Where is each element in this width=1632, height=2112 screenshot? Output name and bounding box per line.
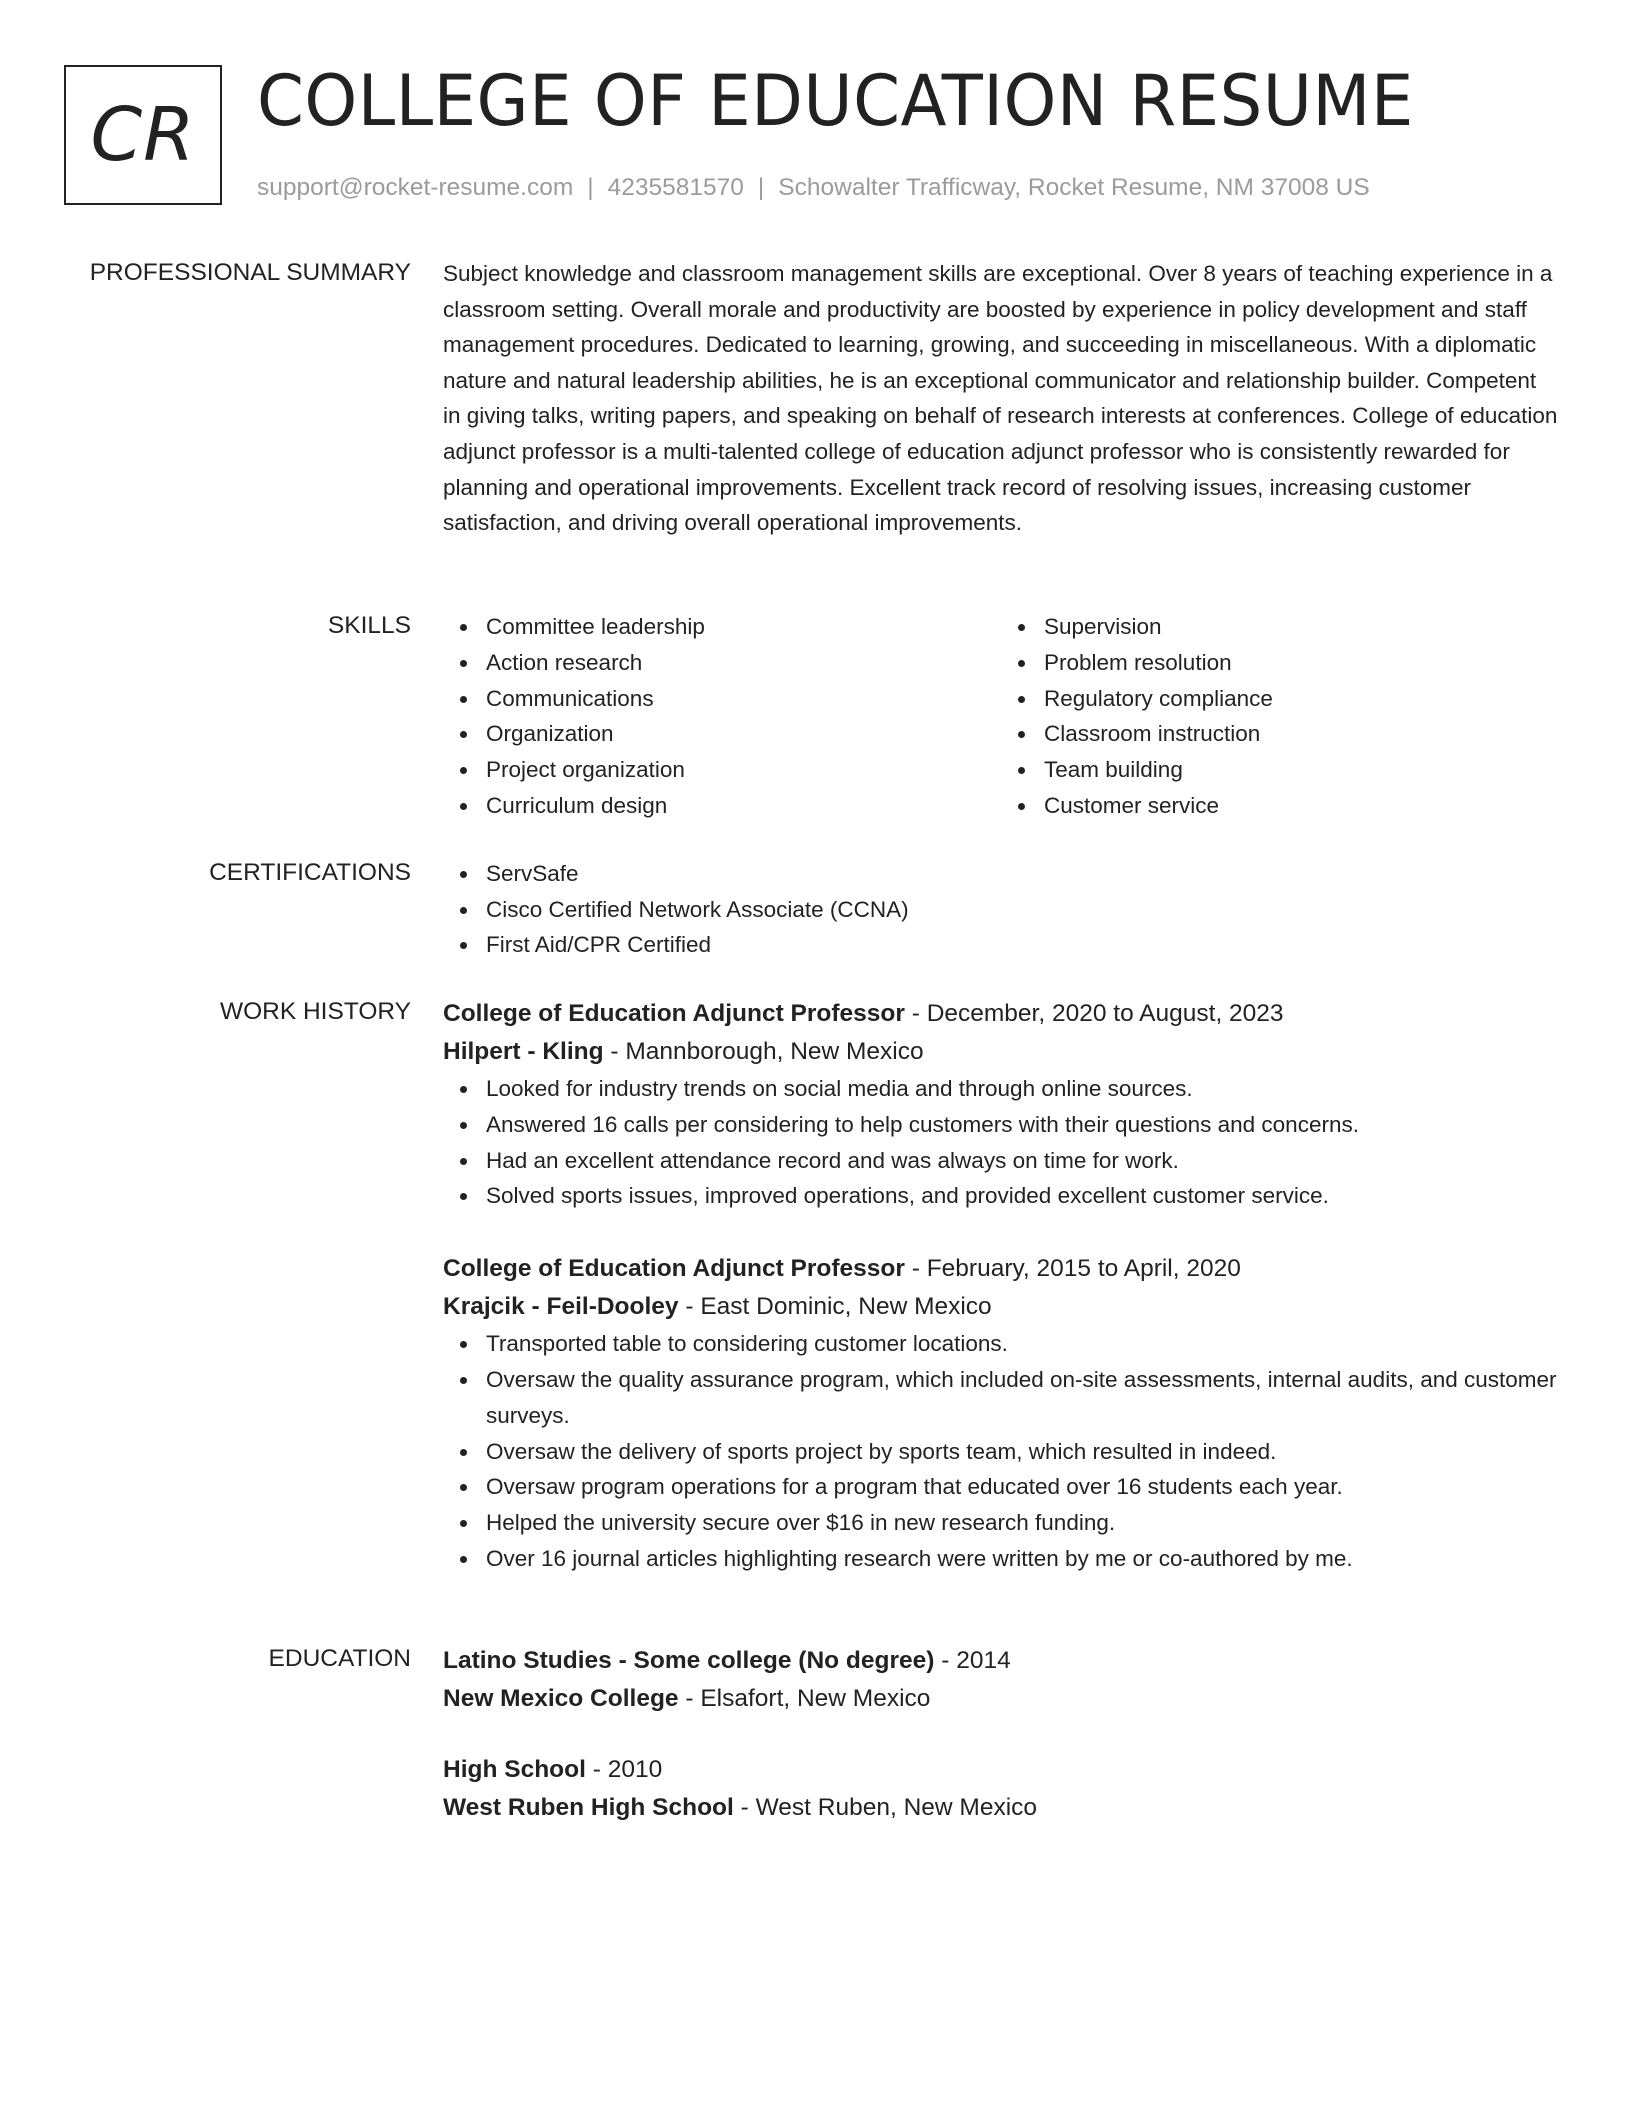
education-school: West Ruben High School (443, 1794, 734, 1821)
skill-item: Project organization (486, 752, 1001, 788)
job-title-line (443, 1250, 1559, 1288)
contact-address: Schowalter Trafficway, Rocket Resume, NM 37008 US (778, 174, 1370, 201)
certification-item: Cisco Certified Network Associate (CCNA) (486, 892, 1559, 928)
job-company: Hilpert - Kling (443, 1038, 604, 1065)
education-year: - 2010 (585, 1756, 663, 1783)
education-entry (443, 1642, 1559, 1718)
job-company-line (443, 1288, 1559, 1326)
work-history-body (443, 995, 1559, 1577)
skill-item: Supervision (1044, 609, 1559, 645)
skill-item: Problem resolution (1044, 645, 1559, 681)
skills-list-right (1001, 609, 1559, 824)
certifications-list (443, 856, 1559, 963)
job-duty: Oversaw the delivery of sports project by sports team, which resulted in indeed. (486, 1434, 1559, 1470)
skills-columns (443, 609, 1559, 824)
job-dates: - February, 2015 to April, 2020 (904, 1255, 1241, 1283)
job-company-line (443, 1033, 1559, 1071)
skill-item: Communications (486, 681, 1001, 717)
contact-line (257, 174, 1370, 202)
job-duty: Helped the university secure over $16 in new research funding. (486, 1505, 1559, 1541)
education-school-line (443, 1789, 1559, 1827)
education-degree-line (443, 1642, 1559, 1680)
job-company: Krajcik - Feil-Dooley (443, 1293, 679, 1321)
skills-heading: SKILLS (327, 612, 411, 639)
job-title: College of Education Adjunct Professor (443, 1255, 905, 1283)
job-duty: Oversaw the quality assurance program, which included on-site assessments, internal audits, and customer surveys. (486, 1362, 1559, 1434)
skill-item: Team building (1044, 752, 1559, 788)
skill-item: Action research (486, 645, 1001, 681)
job-duty: Answered 16 calls per considering to help customers with their questions and concerns. (486, 1107, 1559, 1143)
certification-item: First Aid/CPR Certified (486, 927, 1559, 963)
education-degree: High School (443, 1756, 586, 1783)
job-duties (443, 1326, 1559, 1577)
contact-separator: | (587, 174, 594, 201)
education-degree-line (443, 1751, 1559, 1789)
education-location: - Elsafort, New Mexico (678, 1685, 931, 1712)
skill-item: Organization (486, 716, 1001, 752)
job-duty: Transported table to considering customer locations. (486, 1326, 1559, 1362)
resume-title: COLLEGE OF EDUCATION RESUME (257, 60, 1414, 142)
education-body (443, 1642, 1559, 1827)
monogram-initials: CR (90, 92, 196, 178)
work-history-heading: WORK HISTORY (219, 998, 411, 1025)
summary-heading: PROFESSIONAL SUMMARY (89, 259, 411, 286)
job-location: - Mannborough, New Mexico (603, 1038, 924, 1065)
certification-item: ServSafe (486, 856, 1559, 892)
skill-item: Curriculum design (486, 788, 1001, 824)
job-duty: Had an excellent attendance record and was always on time for work. (486, 1143, 1559, 1179)
education-year: - 2014 (934, 1647, 1011, 1674)
education-location: - West Ruben, New Mexico (733, 1794, 1038, 1821)
certifications-heading: CERTIFICATIONS (209, 859, 411, 886)
education-school-line (443, 1680, 1559, 1718)
education-degree: Latino Studies - Some college (No degree) (443, 1647, 935, 1674)
skill-item: Committee leadership (486, 609, 1001, 645)
job-duties (443, 1071, 1559, 1214)
skills-list-left (443, 609, 1001, 824)
monogram-box (64, 65, 222, 205)
contact-phone[interactable]: 4235581570 (607, 174, 744, 201)
job-entry (443, 1250, 1559, 1577)
job-title: College of Education Adjunct Professor (443, 1000, 905, 1027)
contact-separator: | (757, 174, 765, 201)
job-dates: - December, 2020 to August, 2023 (904, 1000, 1284, 1027)
job-duty: Looked for industry trends on social media and through online sources. (486, 1071, 1559, 1107)
job-duty: Solved sports issues, improved operations, and provided excellent customer service. (486, 1178, 1559, 1214)
summary-text: Subject knowledge and classroom management skills are exceptional. Over 8 years of teaching experience in a classroom setting. Overall morale and productivity are boosted by experience in policy development and staff management procedures. Dedicated to learning, growing, and succeeding in miscellaneous. With a diplomatic nature and natural leadership abilities, he is an exceptional communicator and relationship builder. Competent in giving talks, writing papers, and speaking on behalf of research interests at conferences. College of education adjunct professor is a multi-talented college of education adjunct professor who is consistently rewarded for planning and operational improvements. Excellent track record of resolving issues, increasing customer satisfaction, and driving overall operational improvements. (443, 261, 1558, 536)
skill-item: Classroom instruction (1044, 716, 1559, 752)
job-title-line (443, 995, 1559, 1033)
job-duty: Oversaw program operations for a program that educated over 16 students each year. (486, 1469, 1559, 1505)
education-school: New Mexico College (443, 1685, 679, 1712)
education-heading: EDUCATION (268, 1645, 411, 1672)
job-entry (443, 995, 1559, 1214)
skill-item: Customer service (1044, 788, 1559, 824)
job-duty: Over 16 journal articles highlighting research were written by me or co-authored by me. (486, 1541, 1559, 1577)
certifications-body (443, 856, 1559, 963)
job-location: - East Dominic, New Mexico (678, 1293, 992, 1321)
skill-item: Regulatory compliance (1044, 681, 1559, 717)
contact-email[interactable]: support@rocket-resume.com (257, 174, 574, 201)
education-entry (443, 1751, 1559, 1827)
